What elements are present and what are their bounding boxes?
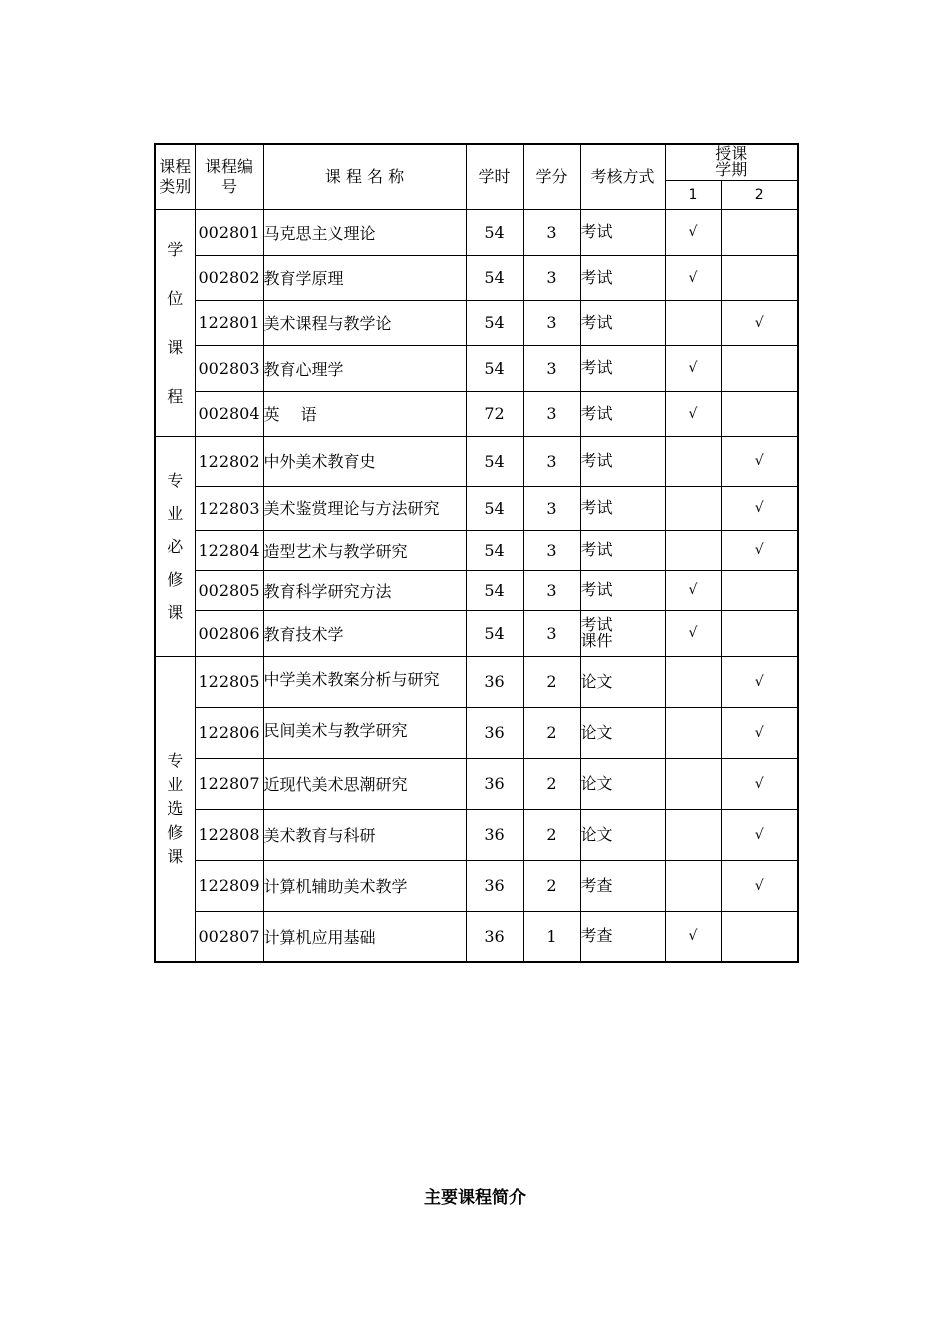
course-exam: [580, 486, 665, 530]
course-credits: 3: [523, 530, 580, 570]
header-category: [155, 144, 195, 209]
check-sem1: √: [665, 255, 721, 300]
check-sem1: [665, 486, 721, 530]
table-row: [155, 707, 798, 758]
course-credits: 2: [523, 809, 580, 860]
category-char: 业: [167, 774, 184, 794]
course-hours: 54: [466, 255, 523, 300]
table-row: [155, 570, 798, 610]
course-credits: 3: [523, 300, 580, 345]
course-hours: 54: [466, 300, 523, 345]
course-code: 122808: [195, 809, 263, 860]
category-char: 课: [167, 846, 184, 866]
check-sem1: [665, 530, 721, 570]
course-hours: 72: [466, 391, 523, 436]
course-code: 002801: [195, 209, 263, 255]
table-row: [155, 758, 798, 809]
course-name: 教育科学研究方法: [263, 570, 466, 610]
category-char: 课: [167, 337, 184, 357]
table-row: [155, 345, 798, 391]
check-sem1: [665, 758, 721, 809]
check-sem1: [665, 809, 721, 860]
course-name: 教育学原理: [263, 255, 466, 300]
course-name: 美术教育与科研: [263, 809, 466, 860]
header-category-text: 课程类别: [159, 156, 192, 196]
course-credits: 3: [523, 345, 580, 391]
table-row: [155, 255, 798, 300]
check-sem2: [721, 570, 798, 610]
section-heading: 主要课程简介: [424, 1188, 526, 1208]
course-hours: 36: [466, 758, 523, 809]
course-hours: 54: [466, 530, 523, 570]
course-name: 中外美术教育史: [263, 436, 466, 486]
check-sem1: [665, 436, 721, 486]
course-credits: 2: [523, 758, 580, 809]
course-name: 英 语: [263, 391, 466, 436]
course-credits: 3: [523, 436, 580, 486]
course-credits: 3: [523, 255, 580, 300]
exam-line-2: 课件: [580, 631, 613, 650]
course-code: 122809: [195, 860, 263, 911]
check-sem2: [721, 209, 798, 255]
category-char: 学: [167, 239, 184, 259]
course-name: 美术课程与教学论: [263, 300, 466, 345]
check-sem2: √: [721, 436, 798, 486]
course-code: 122802: [195, 436, 263, 486]
category-char: 位: [167, 288, 184, 308]
course-exam: [580, 656, 665, 707]
category-char: 修: [167, 822, 184, 842]
course-credits: 3: [523, 391, 580, 436]
header-semester-line2: 学期: [715, 160, 748, 180]
course-exam: [580, 345, 665, 391]
category-char: 修: [167, 569, 184, 589]
check-sem1: √: [665, 345, 721, 391]
exam-line: 论文: [580, 722, 613, 742]
course-code: 002807: [195, 911, 263, 962]
course-exam: [580, 758, 665, 809]
course-code: 002805: [195, 570, 263, 610]
category-char: 专: [167, 750, 184, 770]
category-char: 程: [167, 386, 184, 406]
table-row: [155, 530, 798, 570]
exam-line: 考试: [580, 358, 613, 377]
category-cell-degree: [155, 209, 195, 436]
exam-line: 考试: [580, 498, 613, 517]
course-name: 马克思主义理论: [263, 209, 466, 255]
check-sem2: √: [721, 656, 798, 707]
exam-line: 考试: [580, 222, 613, 241]
course-credits: 3: [523, 610, 580, 656]
course-code: 002806: [195, 610, 263, 656]
course-hours: 36: [466, 860, 523, 911]
course-code: 122804: [195, 530, 263, 570]
check-sem2: √: [721, 758, 798, 809]
check-sem2: √: [721, 300, 798, 345]
header-name: 课 程 名 称: [263, 144, 466, 209]
course-code: 122805: [195, 656, 263, 707]
course-code: 002802: [195, 255, 263, 300]
header-code: [195, 144, 263, 209]
course-hours: 54: [466, 345, 523, 391]
check-sem2: √: [721, 530, 798, 570]
course-name: 计算机辅助美术教学: [263, 860, 466, 911]
check-sem2: [721, 911, 798, 962]
header-hours: 学时: [466, 144, 523, 209]
course-exam: [580, 391, 665, 436]
course-credits: 3: [523, 209, 580, 255]
course-credits: 3: [523, 486, 580, 530]
course-name: 教育技术学: [263, 610, 466, 656]
header-semester: [665, 144, 798, 180]
course-hours: 36: [466, 707, 523, 758]
exam-line: 考查: [580, 875, 613, 895]
header-credits: 学分: [523, 144, 580, 209]
course-exam: [580, 570, 665, 610]
course-code: 002803: [195, 345, 263, 391]
course-exam: [580, 911, 665, 962]
header-code-line1: 课程编: [204, 156, 253, 176]
table-row: [155, 610, 798, 656]
course-code: 122806: [195, 707, 263, 758]
check-sem1: [665, 656, 721, 707]
check-sem2: [721, 391, 798, 436]
exam-line: 考查: [580, 926, 613, 946]
course-name: 造型艺术与教学研究: [263, 530, 466, 570]
category-char: 专: [167, 470, 184, 490]
check-sem1: [665, 300, 721, 345]
course-credits: 1: [523, 911, 580, 962]
exam-line: 考试: [580, 540, 613, 559]
check-sem2: [721, 610, 798, 656]
course-exam: [580, 860, 665, 911]
category-char: 业: [167, 503, 184, 523]
check-sem2: √: [721, 809, 798, 860]
table-row: [155, 911, 798, 962]
course-table: [154, 143, 799, 963]
exam-line: 考试: [580, 580, 613, 599]
check-sem1: [665, 707, 721, 758]
exam-line: 论文: [580, 824, 613, 844]
exam-line: 论文: [580, 773, 613, 793]
table-row: [155, 391, 798, 436]
course-exam: [580, 707, 665, 758]
exam-line: 考试: [580, 312, 613, 332]
course-name: 中学美术教案分析与研究: [263, 656, 466, 707]
category-char: 必: [167, 536, 184, 556]
course-code: 122801: [195, 300, 263, 345]
check-sem1: √: [665, 391, 721, 436]
course-exam: [580, 610, 665, 656]
course-hours: 54: [466, 436, 523, 486]
check-sem2: √: [721, 707, 798, 758]
course-credits: 2: [523, 656, 580, 707]
course-exam: [580, 809, 665, 860]
category-cell-elective: [155, 656, 195, 962]
header-sem2: 2: [721, 180, 798, 209]
header-semester-line1: 授课: [715, 144, 748, 164]
table-row: [155, 300, 798, 345]
exam-line: 论文: [580, 671, 613, 691]
course-hours: 36: [466, 656, 523, 707]
course-hours: 54: [466, 610, 523, 656]
header-exam: 考核方式: [580, 144, 665, 209]
exam-line: 考试: [580, 403, 613, 423]
course-hours: 36: [466, 809, 523, 860]
category-cell-required: [155, 436, 195, 656]
check-sem1: √: [665, 209, 721, 255]
header-sem1: 1: [665, 180, 721, 209]
course-name: 近现代美术思潮研究: [263, 758, 466, 809]
category-char: 课: [167, 602, 184, 622]
check-sem1: √: [665, 911, 721, 962]
check-sem2: [721, 345, 798, 391]
table-row: [155, 436, 798, 486]
course-name: 计算机应用基础: [263, 911, 466, 962]
check-sem2: [721, 255, 798, 300]
course-hours: 54: [466, 486, 523, 530]
course-hours: 54: [466, 209, 523, 255]
check-sem2: √: [721, 486, 798, 530]
course-name: 美术鉴赏理论与方法研究: [263, 486, 466, 530]
course-code: 002804: [195, 391, 263, 436]
course-credits: 3: [523, 570, 580, 610]
exam-line: 考试: [580, 451, 613, 470]
course-name: 民间美术与教学研究: [263, 707, 466, 758]
table-row: [155, 486, 798, 530]
table-row: [155, 656, 798, 707]
table-row: [155, 209, 798, 255]
course-hours: 36: [466, 911, 523, 962]
course-credits: 2: [523, 707, 580, 758]
course-exam: [580, 255, 665, 300]
course-credits: 2: [523, 860, 580, 911]
check-sem2: √: [721, 860, 798, 911]
course-code: 122807: [195, 758, 263, 809]
table-row: [155, 860, 798, 911]
check-sem1: √: [665, 570, 721, 610]
exam-line: 考试: [580, 615, 613, 634]
course-exam: [580, 300, 665, 345]
check-sem1: √: [665, 610, 721, 656]
course-exam: [580, 436, 665, 486]
course-hours: 54: [466, 570, 523, 610]
table-row: [155, 809, 798, 860]
course-name: 教育心理学: [263, 345, 466, 391]
category-char: 选: [167, 798, 184, 818]
course-exam: [580, 530, 665, 570]
header-code-line2: 号: [220, 176, 237, 196]
check-sem1: [665, 860, 721, 911]
exam-line: 考试: [580, 267, 613, 287]
course-code: 122803: [195, 486, 263, 530]
course-exam: [580, 209, 665, 255]
